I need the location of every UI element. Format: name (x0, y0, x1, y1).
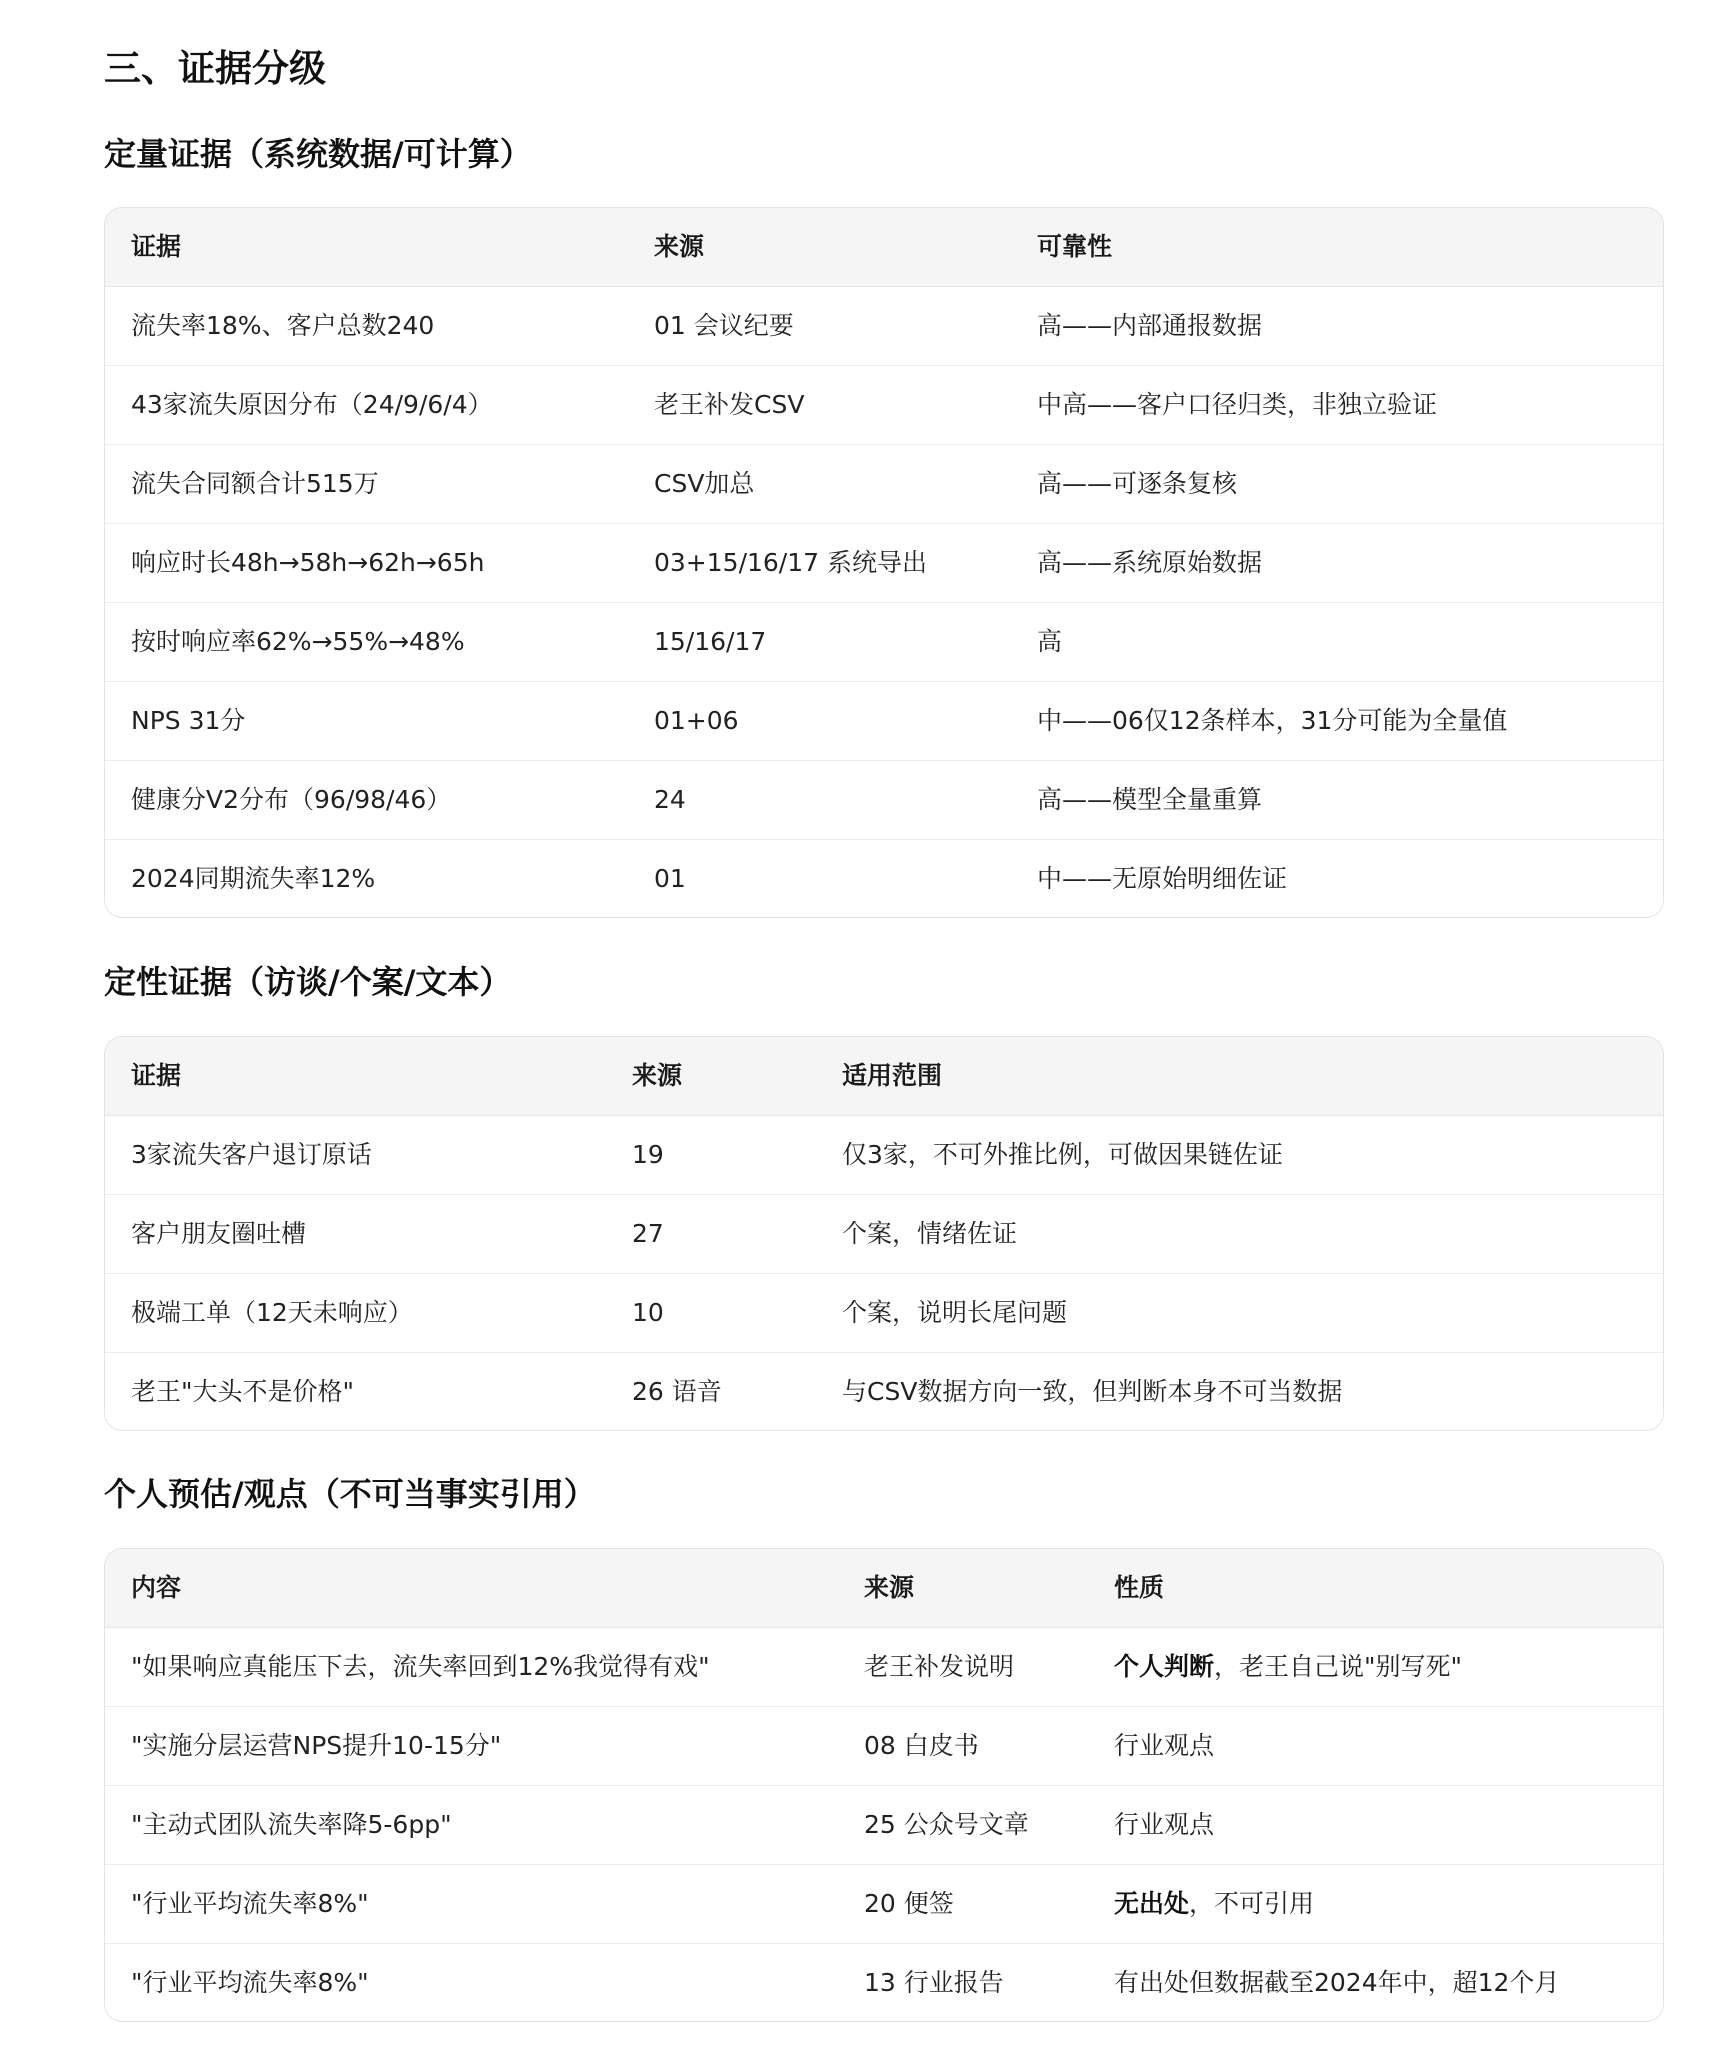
table-row (105, 366, 1663, 445)
evidence-cell: 老王"大头不是价格" (105, 1353, 606, 1431)
source-cell: 01 (628, 840, 1011, 918)
quantitative-table (104, 207, 1664, 918)
content-cell: "实施分层运营NPS提升10-15分" (105, 1707, 838, 1786)
table-row (105, 1786, 1663, 1865)
evidence-cell: 43家流失原因分布（24/9/6/4） (105, 366, 628, 445)
source-cell: 27 (606, 1195, 816, 1274)
column-header: 来源 (628, 208, 1011, 287)
table-header-row (105, 1549, 1663, 1628)
source-cell: 19 (632, 1140, 664, 1169)
nature-text: 有出处但数据截至2024年中，超12个月 (1114, 1967, 1560, 1997)
table-header-row (105, 208, 1663, 287)
source-cell: 10 (606, 1274, 816, 1353)
column-header: 适用范围 (816, 1037, 1663, 1116)
evidence-cell: 流失率18%、客户总数240 (131, 311, 435, 340)
qualitative-table (104, 1036, 1664, 1431)
evidence-cell: 流失合同额合计515万 (105, 445, 628, 524)
column-header: 证据 (105, 208, 628, 287)
opinions-title: 个人预估/观点（不可当事实引用） (104, 1475, 596, 1513)
column-header: 性质 (1088, 1549, 1663, 1628)
table-row (105, 1195, 1663, 1274)
source-cell: 24 (628, 761, 1011, 840)
nature-text: 行业观点 (1114, 1810, 1215, 1839)
nature-emphasis: 无出处 (1114, 1889, 1190, 1918)
source-cell: 老王补发说明 (864, 1652, 1015, 1681)
qualitative-title: 定性证据（访谈/个案/文本） (104, 963, 512, 1001)
table-row (105, 1865, 1663, 1944)
opinions-table (104, 1548, 1664, 2022)
nature-cell (1088, 1628, 1663, 1707)
table-row (105, 1353, 1663, 1431)
nature-text: 行业观点 (1114, 1731, 1215, 1760)
table-row (105, 1944, 1663, 2022)
column-header: 证据 (105, 1037, 606, 1116)
quantitative-title: 定量证据（系统数据/可计算） (104, 135, 532, 173)
source-cell: 01 会议纪要 (654, 311, 794, 340)
column-header: 内容 (105, 1549, 838, 1628)
content-cell: "行业平均流失率8%" (105, 1944, 838, 2022)
reliability-cell: 高——模型全量重算 (1011, 761, 1663, 840)
table-row (105, 840, 1663, 918)
table-row (105, 1274, 1663, 1353)
table-row (105, 603, 1663, 682)
source-cell: 25 公众号文章 (838, 1786, 1088, 1865)
scope-cell: 个案，说明长尾问题 (816, 1274, 1663, 1353)
reliability-cell: 中高——客户口径归类，非独立验证 (1011, 366, 1663, 445)
table-row (105, 1707, 1663, 1786)
reliability-cell: 高——系统原始数据 (1011, 524, 1663, 603)
source-cell: 15/16/17 (628, 603, 1011, 682)
column-header: 来源 (838, 1549, 1088, 1628)
source-cell: CSV加总 (628, 445, 1011, 524)
scope-cell: 个案，情绪佐证 (816, 1195, 1663, 1274)
table-row (105, 445, 1663, 524)
scope-cell: 与CSV数据方向一致，但判断本身不可当数据 (816, 1353, 1663, 1431)
nature-text: ，不可引用 (1189, 1889, 1315, 1918)
table-row (105, 287, 1663, 366)
evidence-cell: 2024同期流失率12% (105, 840, 628, 918)
reliability-cell: 高——可逐条复核 (1011, 445, 1663, 524)
column-header: 来源 (606, 1037, 816, 1116)
scope-cell: 仅3家，不可外推比例，可做因果链佐证 (842, 1140, 1283, 1169)
evidence-cell: 客户朋友圈吐槽 (105, 1195, 606, 1274)
evidence-cell: 响应时长48h→58h→62h→65h (105, 524, 628, 603)
table-row (105, 682, 1663, 761)
nature-cell (1088, 1865, 1663, 1944)
source-cell: 20 便签 (838, 1865, 1088, 1944)
section-title: 三、证据分级 (104, 47, 326, 90)
table-row (105, 524, 1663, 603)
nature-emphasis: 个人判断 (1114, 1652, 1215, 1681)
reliability-cell: 高——内部通报数据 (1037, 311, 1263, 340)
source-cell: 03+15/16/17 系统导出 (628, 524, 1011, 603)
table-row (105, 1116, 1663, 1195)
table-header-row (105, 1037, 1663, 1116)
content-cell: "如果响应真能压下去，流失率回到12%我觉得有戏" (131, 1652, 710, 1681)
nature-cell (1088, 1786, 1663, 1865)
table-row (105, 761, 1663, 840)
evidence-cell: 按时响应率62%→55%→48% (105, 603, 628, 682)
source-cell: 01+06 (628, 682, 1011, 761)
nature-cell (1088, 1707, 1663, 1786)
reliability-cell: 中——06仅12条样本，31分可能为全量值 (1011, 682, 1663, 761)
table-row (105, 1628, 1663, 1707)
source-cell: 老王补发CSV (628, 366, 1011, 445)
evidence-cell: NPS 31分 (105, 682, 628, 761)
nature-cell (1088, 1944, 1663, 2022)
evidence-cell: 3家流失客户退订原话 (131, 1140, 372, 1169)
content-cell: "行业平均流失率8%" (105, 1865, 838, 1944)
evidence-cell: 极端工单（12天未响应） (105, 1274, 606, 1353)
source-cell: 13 行业报告 (838, 1944, 1088, 2022)
column-header: 可靠性 (1011, 208, 1663, 287)
nature-text: ，老王自己说"别写死" (1214, 1652, 1463, 1681)
evidence-cell: 健康分V2分布（96/98/46） (105, 761, 628, 840)
reliability-cell: 高 (1011, 603, 1663, 682)
reliability-cell: 中——无原始明细佐证 (1011, 840, 1663, 918)
source-cell: 08 白皮书 (838, 1707, 1088, 1786)
source-cell: 26 语音 (606, 1353, 816, 1431)
content-cell: "主动式团队流失率降5-6pp" (105, 1786, 838, 1865)
